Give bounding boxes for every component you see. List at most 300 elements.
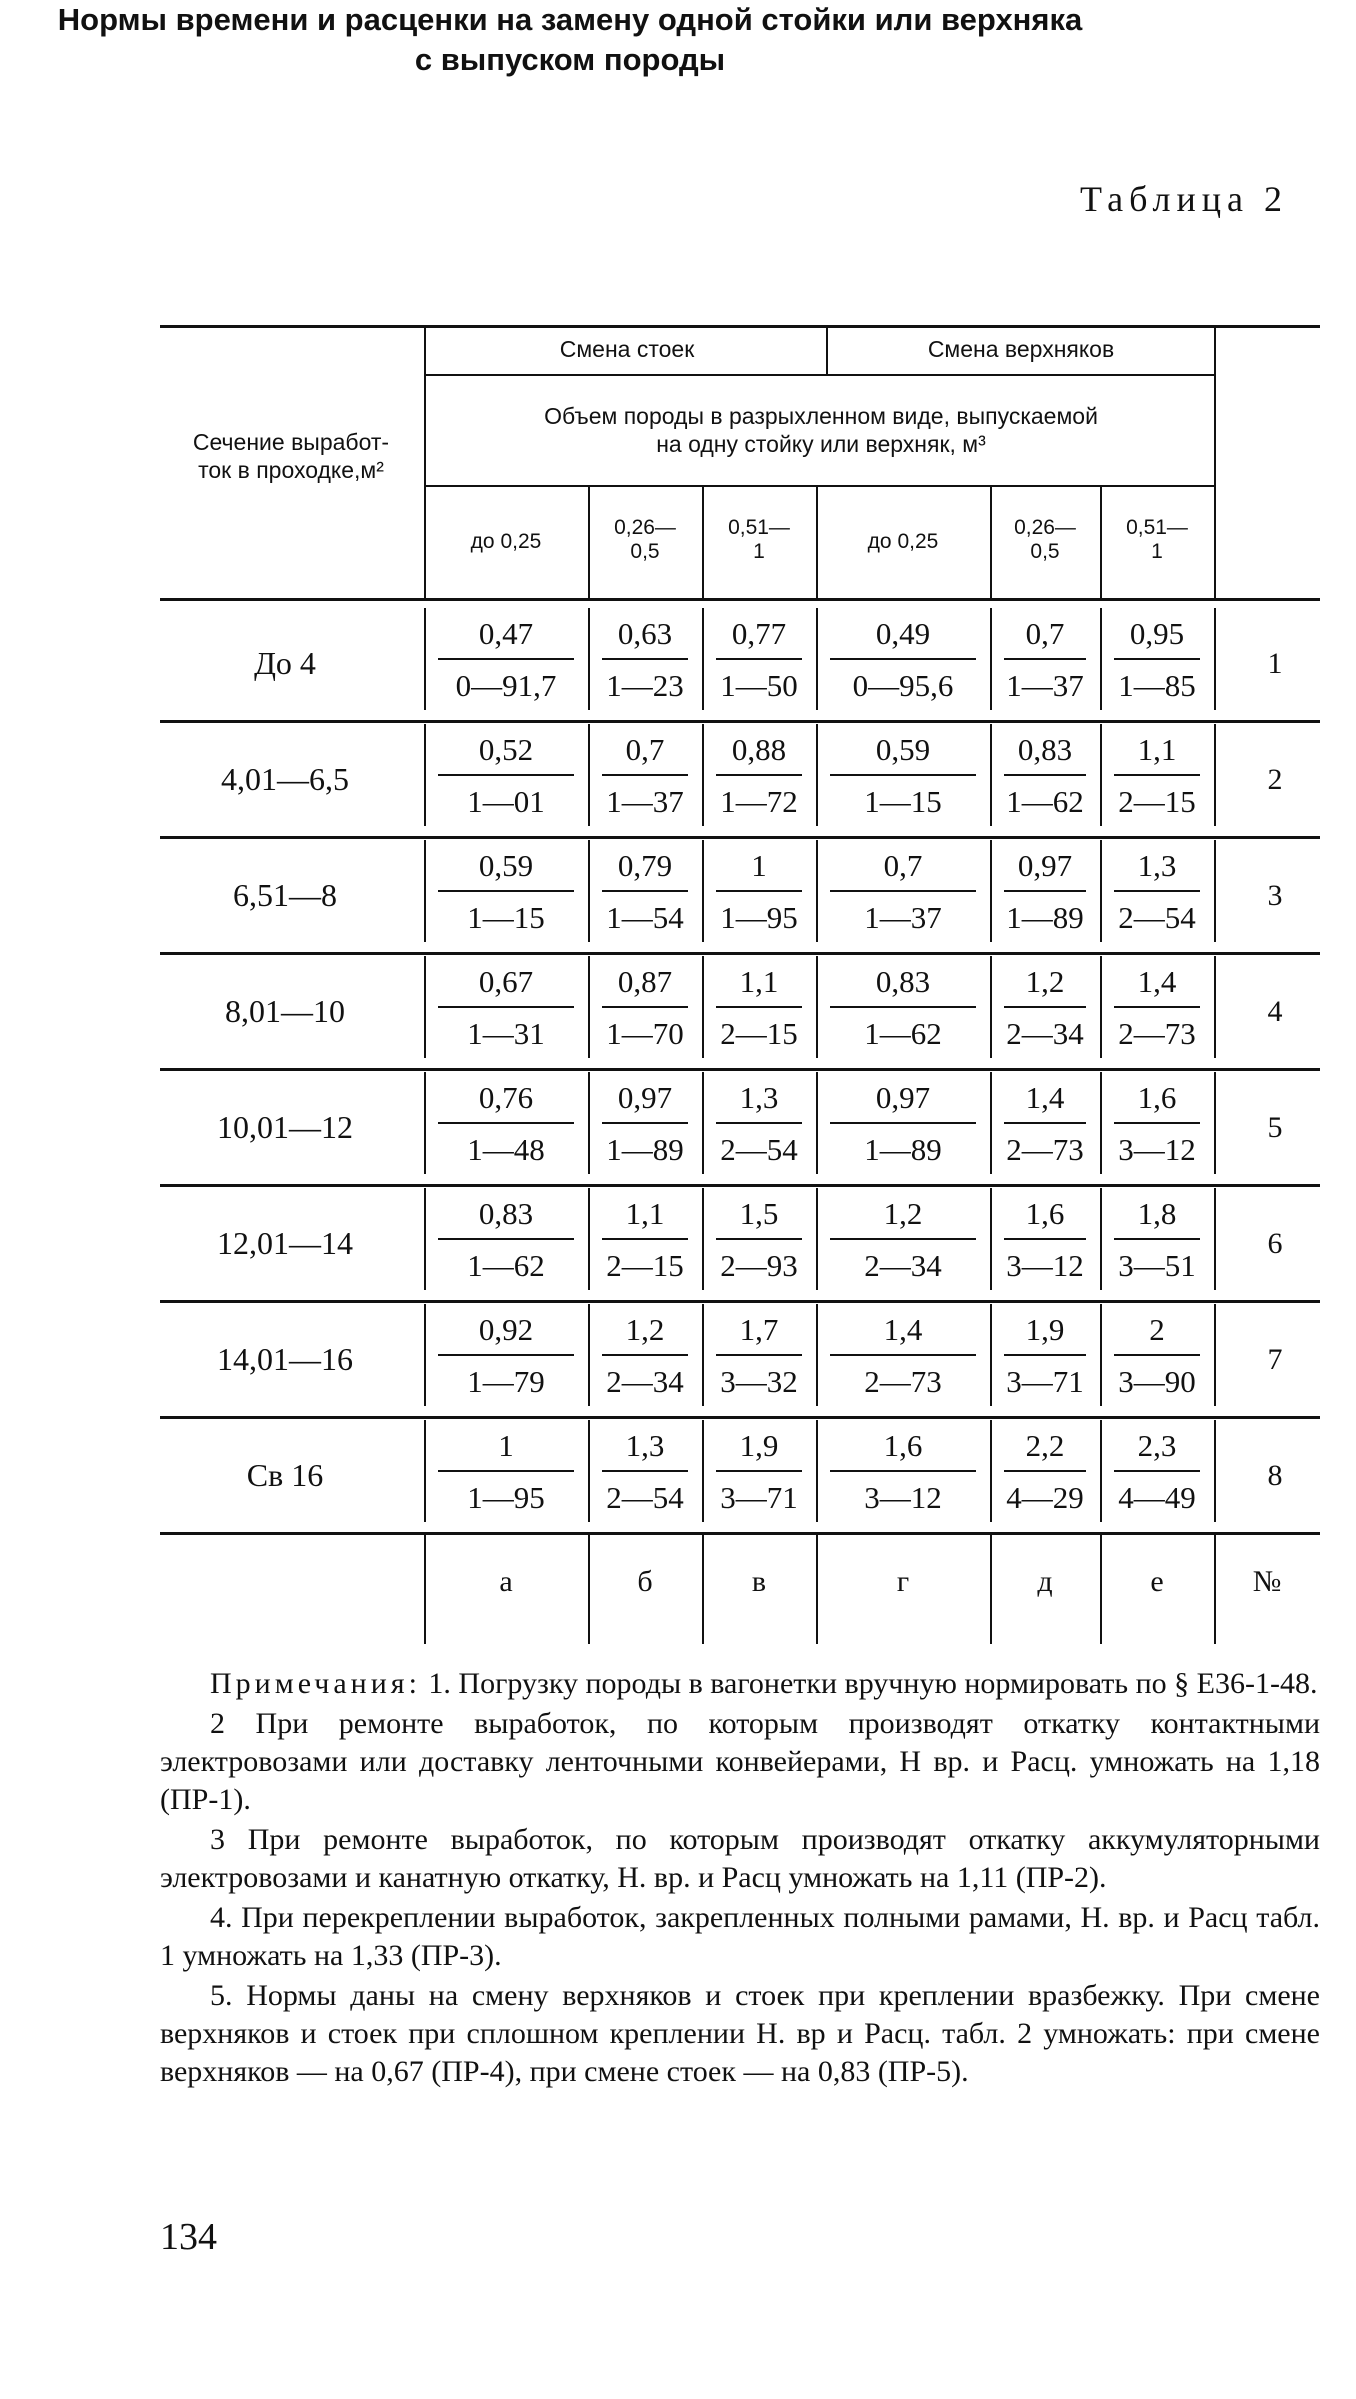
row-label: 12,01—14 [217,1225,353,1261]
fraction-bar [1004,890,1086,892]
cell-separator [424,1188,426,1290]
time-norm: 0,95 [1129,616,1185,651]
time-norm: 0,59 [478,848,534,883]
table-cell [706,1194,812,1286]
fraction-bar [602,658,688,660]
time-norm: 2,3 [1137,1428,1177,1463]
rate-value: 1—72 [720,784,798,819]
fraction-bar [1114,658,1200,660]
row-rule [160,1068,1320,1071]
cell-separator [816,1420,818,1522]
cell-separator [424,1304,426,1406]
title-line-2: с выпуском породы [414,42,726,77]
table-cell [706,614,812,706]
time-norm: 1,9 [739,1428,779,1463]
fraction-bar [602,890,688,892]
row-number: 5 [1267,1111,1283,1144]
rate-value: 2—54 [1118,900,1196,935]
rate-value: 1—89 [606,1132,684,1167]
time-norm: 1,2 [625,1312,665,1347]
fraction-bar [716,1006,802,1008]
cell-separator [1214,956,1216,1058]
column-letter: д [1037,1565,1053,1598]
row-label: Св 16 [246,1457,324,1493]
rate-value: 2—15 [720,1016,798,1051]
cell-separator [588,1420,590,1522]
time-norm: 1,1 [625,1196,665,1231]
rate-value: 1—37 [1006,668,1084,703]
table-cell [706,730,812,822]
table-cell [428,1078,584,1170]
rate-value: 2—73 [1118,1016,1196,1051]
table-cell [706,846,812,938]
time-norm: 1,8 [1137,1196,1177,1231]
group-rule [425,374,1215,376]
time-norm: 1,5 [739,1196,779,1231]
fraction-bar [438,1238,574,1240]
note-4: 4. При перекреплении выработок, закрепленных полными рамами, Н. вр. и Расц табл. 1 умножать на 1,33 (ПР-3). [160,1901,1320,1972]
table-cell [706,1078,812,1170]
fraction-bar [1004,1006,1086,1008]
cell-separator [1100,956,1102,1058]
table-cell [1104,1426,1210,1518]
row-number: 2 [1267,763,1283,796]
cell-separator [702,956,704,1058]
rate-value: 3—71 [720,1480,798,1515]
time-norm: 0,7 [625,732,665,767]
rate-value: 3—71 [1006,1364,1084,1399]
table-cell [592,1078,698,1170]
letter-separator [990,1534,992,1644]
table-cell [706,1310,812,1402]
row-number: 1 [1267,647,1283,680]
rate-value: 1—85 [1118,668,1196,703]
row-label: 6,51—8 [233,877,337,913]
fraction-bar [1114,774,1200,776]
time-norm: 1 [751,848,767,883]
time-norm: 0,97 [875,1080,931,1115]
letter-separator [1100,1534,1102,1644]
cell-separator [990,1188,992,1290]
header-vline [826,327,828,375]
column-letter: б [637,1565,653,1598]
cell-separator [424,1072,426,1174]
row-label: 14,01—16 [217,1341,353,1377]
table-cell [994,730,1096,822]
subcolumn-header [590,516,700,564]
rate-value: 2—34 [606,1364,684,1399]
cell-separator [1100,724,1102,826]
time-norm: 1,2 [883,1196,923,1231]
cell-separator [588,1072,590,1174]
subcolumn-header-line: 1 [1151,540,1163,563]
cell-separator [702,1420,704,1522]
time-norm: 0,47 [478,616,534,651]
fraction-bar [602,774,688,776]
table-cell [820,1426,986,1518]
rate-value: 1—62 [864,1016,942,1051]
rate-value: 1—62 [1006,784,1084,819]
rate-value: 1—15 [467,900,545,935]
time-norm: 1,3 [739,1080,779,1115]
cell-separator [702,608,704,710]
rate-value: 0—91,7 [455,668,557,703]
time-norm: 1,1 [1137,732,1177,767]
table-cell [592,730,698,822]
subcolumn-header-line: 1 [753,540,765,563]
table-label: Таблица 2 [1080,179,1288,219]
cell-separator [702,840,704,942]
table-cell [592,1426,698,1518]
page-title [0,0,1140,80]
row-number: 6 [1267,1227,1283,1260]
cell-separator [1214,608,1216,710]
table-cell [1104,1078,1210,1170]
fraction-bar [1114,1006,1200,1008]
rate-value: 2—15 [1118,784,1196,819]
subcolumn-header-line: до 0,25 [470,530,542,553]
time-norm: 2,2 [1025,1428,1065,1463]
fraction-bar [1004,658,1086,660]
cell-separator [990,724,992,826]
time-norm: 0,88 [731,732,787,767]
cell-separator [816,724,818,826]
cell-separator [1100,1304,1102,1406]
letter-separator [702,1534,704,1644]
rate-value: 1—01 [467,784,545,819]
rate-value: 1—23 [606,668,684,703]
rate-value: 3—51 [1118,1248,1196,1283]
subcolumn-header [992,516,1098,564]
subcolumn-header-line: 0,5 [1030,540,1060,563]
subcolumn-header [818,530,988,554]
row-rule [160,1184,1320,1187]
rate-value: 3—12 [1118,1132,1196,1167]
time-norm: 0,52 [478,732,534,767]
fraction-bar [1114,1122,1200,1124]
fraction-bar [1114,1238,1200,1240]
rate-value: 0—95,6 [852,668,954,703]
table-cell [428,1310,584,1402]
note-3: 3 При ремонте выработок, по которым производят откатку аккумуляторными электровозами и канатную откатку, Н. вр. и Расц умножать на 1,11 (ПР-2). [160,1823,1320,1894]
table-cell [820,1078,986,1170]
time-norm: 0,67 [478,964,534,999]
time-norm: 0,59 [875,732,931,767]
subcolumn-header-line: 0,51— [728,516,790,539]
rate-value: 1—79 [467,1364,545,1399]
fraction-bar [1004,774,1086,776]
letter-separator [1214,1534,1216,1644]
table-cell [592,846,698,938]
cell-separator [1100,1188,1102,1290]
cell-separator [588,1188,590,1290]
cell-separator [1100,1420,1102,1522]
fraction-bar [438,774,574,776]
rate-value: 3—12 [864,1480,942,1515]
time-norm: 0,97 [617,1080,673,1115]
cell-separator [816,1188,818,1290]
column-letter: е [1150,1565,1164,1598]
fraction-bar [438,1470,574,1472]
rate-value: 1—89 [1006,900,1084,935]
cell-separator [424,956,426,1058]
row-rule [160,720,1320,723]
column-letter: в [751,1565,767,1598]
table-cell [1104,846,1210,938]
subcolumn-header [1102,516,1212,564]
page-number: 134 [160,2216,217,2258]
rate-value: 4—29 [1006,1480,1084,1515]
cell-separator [702,1072,704,1174]
time-norm: 0,76 [478,1080,534,1115]
volume-rule [425,485,1215,487]
table-cell [1104,1310,1210,1402]
rate-value: 2—73 [864,1364,942,1399]
row-label: 10,01—12 [217,1109,353,1145]
time-norm: 0,87 [617,964,673,999]
time-norm: 0,79 [617,848,673,883]
cell-separator [816,1304,818,1406]
fraction-bar [716,1122,802,1124]
time-norm: 0,77 [731,616,787,651]
fraction-bar [602,1122,688,1124]
table-cell [592,962,698,1054]
row-rule [160,952,1320,955]
rate-value: 3—32 [720,1364,798,1399]
fraction-bar [716,1354,802,1356]
fraction-bar [602,1006,688,1008]
rate-value: 1—37 [864,900,942,935]
subcolumn-header-line: 0,26— [614,516,676,539]
cell-separator [816,840,818,942]
table-cell [428,1194,584,1286]
time-norm: 1,6 [883,1428,923,1463]
time-norm: 1,3 [1137,848,1177,883]
time-norm: 0,7 [1025,616,1065,651]
table-top-rule [160,325,1320,328]
rate-value: 1—15 [864,784,942,819]
note-1-text: 1. Погрузку породы в вагонетки вручную нормировать по § Е36-1-48. [420,1667,1318,1700]
rate-value: 2—54 [606,1480,684,1515]
cell-separator [1214,1304,1216,1406]
rate-value: 1—95 [467,1480,545,1515]
section-header-line-1: Сечение выработ- [192,429,390,455]
rate-value: 1—37 [606,784,684,819]
row-rule [160,1532,1320,1535]
table-cell [706,962,812,1054]
table-cell [994,1310,1096,1402]
cell-separator [816,956,818,1058]
table-cell [820,1310,986,1402]
fraction-bar [830,658,976,660]
table-cell [428,730,584,822]
row-number: 7 [1267,1343,1283,1376]
table-cell [592,1194,698,1286]
fraction-bar [438,1354,574,1356]
time-norm: 0,83 [478,1196,534,1231]
fraction-bar [438,658,574,660]
time-norm: 0,7 [883,848,923,883]
table-cell [592,614,698,706]
cell-separator [816,608,818,710]
row-label: 8,01—10 [225,993,345,1029]
cell-separator [1214,1072,1216,1174]
fraction-bar [1114,890,1200,892]
cell-separator [990,608,992,710]
row-number: 4 [1267,995,1283,1028]
fraction-bar [438,1006,574,1008]
time-norm: 0,49 [875,616,931,651]
cell-separator [990,840,992,942]
table-cell [428,1426,584,1518]
fraction-bar [716,1238,802,1240]
cell-separator [1214,724,1216,826]
cell-separator [990,1072,992,1174]
row-rule [160,836,1320,839]
subcolumn-header-line: 0,5 [630,540,660,563]
letter-separator [588,1534,590,1644]
rate-value: 2—73 [1006,1132,1084,1167]
time-norm: 1,4 [1137,964,1177,999]
fraction-bar [438,890,574,892]
table-cell [1104,962,1210,1054]
table-cell [994,846,1096,938]
table-cell [820,962,986,1054]
rate-value: 1—89 [864,1132,942,1167]
time-norm: 1 [498,1428,514,1463]
cell-separator [588,956,590,1058]
cell-separator [1214,1188,1216,1290]
cell-separator [588,724,590,826]
cell-separator [424,724,426,826]
row-label: 4,01—6,5 [221,761,349,797]
rate-value: 2—93 [720,1248,798,1283]
table-cell [1104,614,1210,706]
row-label: До 4 [254,645,316,681]
cell-separator [1100,1072,1102,1174]
table-cell [994,1078,1096,1170]
section-column-header [160,428,422,484]
fraction-bar [716,658,802,660]
fraction-bar [830,1354,976,1356]
table-cell [994,962,1096,1054]
fraction-bar [1004,1354,1086,1356]
fraction-bar [438,1122,574,1124]
cell-separator [990,956,992,1058]
volume-header-line-2: на одну стойку или верхняк, м³ [656,431,986,457]
group-posts-header: Смена стоек [559,336,695,362]
fraction-bar [830,1122,976,1124]
time-norm: 0,92 [478,1312,534,1347]
rate-value: 1—70 [606,1016,684,1051]
fraction-bar [830,774,976,776]
cell-separator [1214,840,1216,942]
rate-value: 2—34 [1006,1016,1084,1051]
cell-separator [1100,840,1102,942]
table-cell [1104,730,1210,822]
letter-separator [816,1534,818,1644]
row-rule [160,1300,1320,1303]
header-vline [424,327,426,599]
rate-value: 2—34 [864,1248,942,1283]
fraction-bar [830,1006,976,1008]
time-norm: 1,7 [739,1312,779,1347]
row-number: 3 [1267,879,1283,912]
subcolumn-header-line: 0,26— [1014,516,1076,539]
cell-separator [424,1420,426,1522]
rate-value: 2—15 [606,1248,684,1283]
time-norm: 1,4 [883,1312,923,1347]
header-bottom-rule [160,598,1320,601]
volume-header [430,402,1212,458]
time-norm: 0,83 [1017,732,1073,767]
cell-separator [702,1188,704,1290]
rate-value: 3—90 [1118,1364,1196,1399]
table-cell [994,1194,1096,1286]
cell-separator [702,1304,704,1406]
fraction-bar [1114,1354,1200,1356]
title-line-1: Нормы времени и расценки на замену одной стойки или верхняка [57,2,1083,37]
section-header-line-2: ток в проходке,м² [198,457,384,483]
rate-value: 1—54 [606,900,684,935]
cell-separator [1214,1420,1216,1522]
note-5: 5. Нормы даны на смену верхняков и стоек при креплении вразбежку. При смене верхняков и стоек при сплошном креплении Н. вр и Расц. табл. 2 умножать: при смене верхняков — на 0,67 (ПР-4), при смене стоек — на 0,83 (ПР-5). [160,1979,1320,2088]
table-cell [592,1310,698,1402]
subcolumn-header [704,516,814,564]
rate-value: 1—48 [467,1132,545,1167]
cell-separator [990,1304,992,1406]
rate-value: 1—31 [467,1016,545,1051]
time-norm: 0,97 [1017,848,1073,883]
fraction-bar [716,890,802,892]
subcolumn-header-line: до 0,25 [867,530,939,553]
fraction-bar [602,1354,688,1356]
fraction-bar [830,890,976,892]
fraction-bar [602,1238,688,1240]
cell-separator [424,608,426,710]
cell-separator [588,840,590,942]
fraction-bar [830,1238,976,1240]
rate-value: 4—49 [1118,1480,1196,1515]
rate-value: 3—12 [1006,1248,1084,1283]
cell-separator [424,840,426,942]
note-1 [160,1665,1320,1703]
fraction-bar [1004,1470,1086,1472]
table-cell [994,1426,1096,1518]
cell-separator [588,1304,590,1406]
fraction-bar [716,1470,802,1472]
time-norm: 1,2 [1025,964,1065,999]
table-cell [1104,1194,1210,1286]
fraction-bar [1004,1122,1086,1124]
note-2: 2 При ремонте выработок, по которым производят откатку контактными электровозами или доставку ленточными конвейерами, Н вр. и Расц. умножать на 1,18 (ПР-1). [160,1707,1320,1816]
table-cell [706,1426,812,1518]
subcolumn-header-line: 0,51— [1126,516,1188,539]
time-norm: 1,4 [1025,1080,1065,1115]
column-letter: г [896,1565,910,1598]
cell-separator [588,608,590,710]
fraction-bar [1114,1470,1200,1472]
time-norm: 0,83 [875,964,931,999]
cell-separator [816,1072,818,1174]
fraction-bar [602,1470,688,1472]
rate-value: 2—54 [720,1132,798,1167]
rate-value: 1—50 [720,668,798,703]
time-norm: 1,6 [1025,1196,1065,1231]
table-cell [820,730,986,822]
rate-value: 1—62 [467,1248,545,1283]
notes-heading: Примечания: [210,1667,421,1700]
